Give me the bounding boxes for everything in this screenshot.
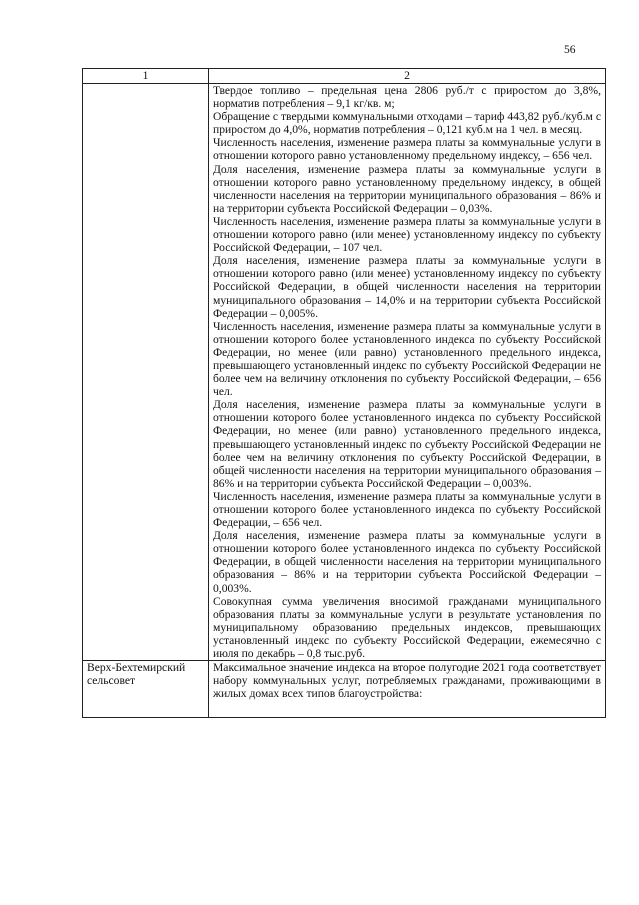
- paragraph: Численность населения, изменение размера платы за коммунальные услуги в отношении которого более установленного индекса по субъекту Российской Федерации, но менее (или равно) установленного предельного индекса, превышающего установленный индекс по субъекту Российской Федерации не более чем на величину отклонения по субъекту Российской Федерации, – 656 чел.: [213, 319, 601, 399]
- paragraph: Доля населения, изменение размера платы за коммунальные услуги в отношении которого более установленного индекса по субъекту Российской Федерации, в общей численности населения на территории муниципального образования – 86% и на территории субъекта Российской Федерации – 0,003%.: [213, 529, 601, 595]
- paragraph: Совокупная сумма увеличения вносимой гражданами муниципального образования платы за коммунальные услуги в результате установления по муниципальному образованию предельных индексов, превышающих установленный индекс по субъекту Российской Федерации, ежемесячно с июля по декабрь – 0,8 тыс.руб.: [213, 594, 601, 661]
- municipality-cell: [83, 661, 209, 718]
- table-header-row: [83, 69, 606, 84]
- document-table: [82, 68, 606, 718]
- paragraph: Обращение с твердыми коммунальными отходами – тариф 443,82 руб./куб.м с приростом до 4,0%, норматив потребления – 0,121 куб.м на 1 чел. в месяц.: [213, 110, 601, 137]
- municipality-name: Верх-Бехтемирский сельсовет: [87, 661, 186, 688]
- header-cell-2: 2: [209, 69, 606, 84]
- description-cell: [209, 84, 606, 661]
- paragraph: Доля населения, изменение размера платы за коммунальные услуги в отношении которого равно (или менее) установленному индексу по субъекту Российской Федерации, в общей численности населения на территории муниципального образования – 14,0% и на территории субъекта Российской Федерации – 0,005%.: [213, 254, 601, 320]
- table-row: [83, 84, 606, 661]
- paragraph: Максимальное значение индекса на второе полугодие 2021 года соответствует набору коммунальных услуг, потребляемых гражданами, проживающими в жилых домах всех типов благоустройства:: [213, 661, 601, 701]
- header-cell-1: 1: [83, 69, 209, 84]
- paragraph: Твердое топливо – предельная цена 2806 руб./т с приростом до 3,8%, норматив потребления – 9,1 кг/кв. м;: [213, 84, 601, 111]
- municipality-cell: [83, 84, 209, 661]
- paragraph: Доля населения, изменение размера платы за коммунальные услуги в отношении которого более установленного индекса по субъекту Российской Федерации, но менее (или равно) установленного предельного индекса, превышающего установленный индекс по субъекту Российской Федерации не более чем на величину отклонения по субъекту Российской Федерации, в общей численности населения на территории муниципального образования – 86% и на территории субъекта Российской Федерации – 0,003%.: [213, 398, 601, 490]
- paragraph: Доля населения, изменение размера платы за коммунальные услуги в отношении которого равно установленному предельному индексу, в общей численности населения на территории муниципального образования – 86% и на территории субъекта Российской Федерации – 0,03%.: [213, 162, 601, 215]
- paragraph: Численность населения, изменение размера платы за коммунальные услуги в отношении которого равно (или менее) установленному индексу по субъекту Российской Федерации, – 107 чел.: [213, 214, 601, 255]
- description-cell: [209, 661, 606, 718]
- table-row: [83, 661, 606, 718]
- paragraph: Численность населения, изменение размера платы за коммунальные услуги в отношении которого равно установленному предельному индексу, – 656 чел.: [213, 136, 601, 163]
- page-number: 56: [564, 44, 576, 56]
- paragraph: Численность населения, изменение размера платы за коммунальные услуги в отношении которого более установленного индекса по субъекту Российской Федерации, – 656 чел.: [213, 489, 601, 530]
